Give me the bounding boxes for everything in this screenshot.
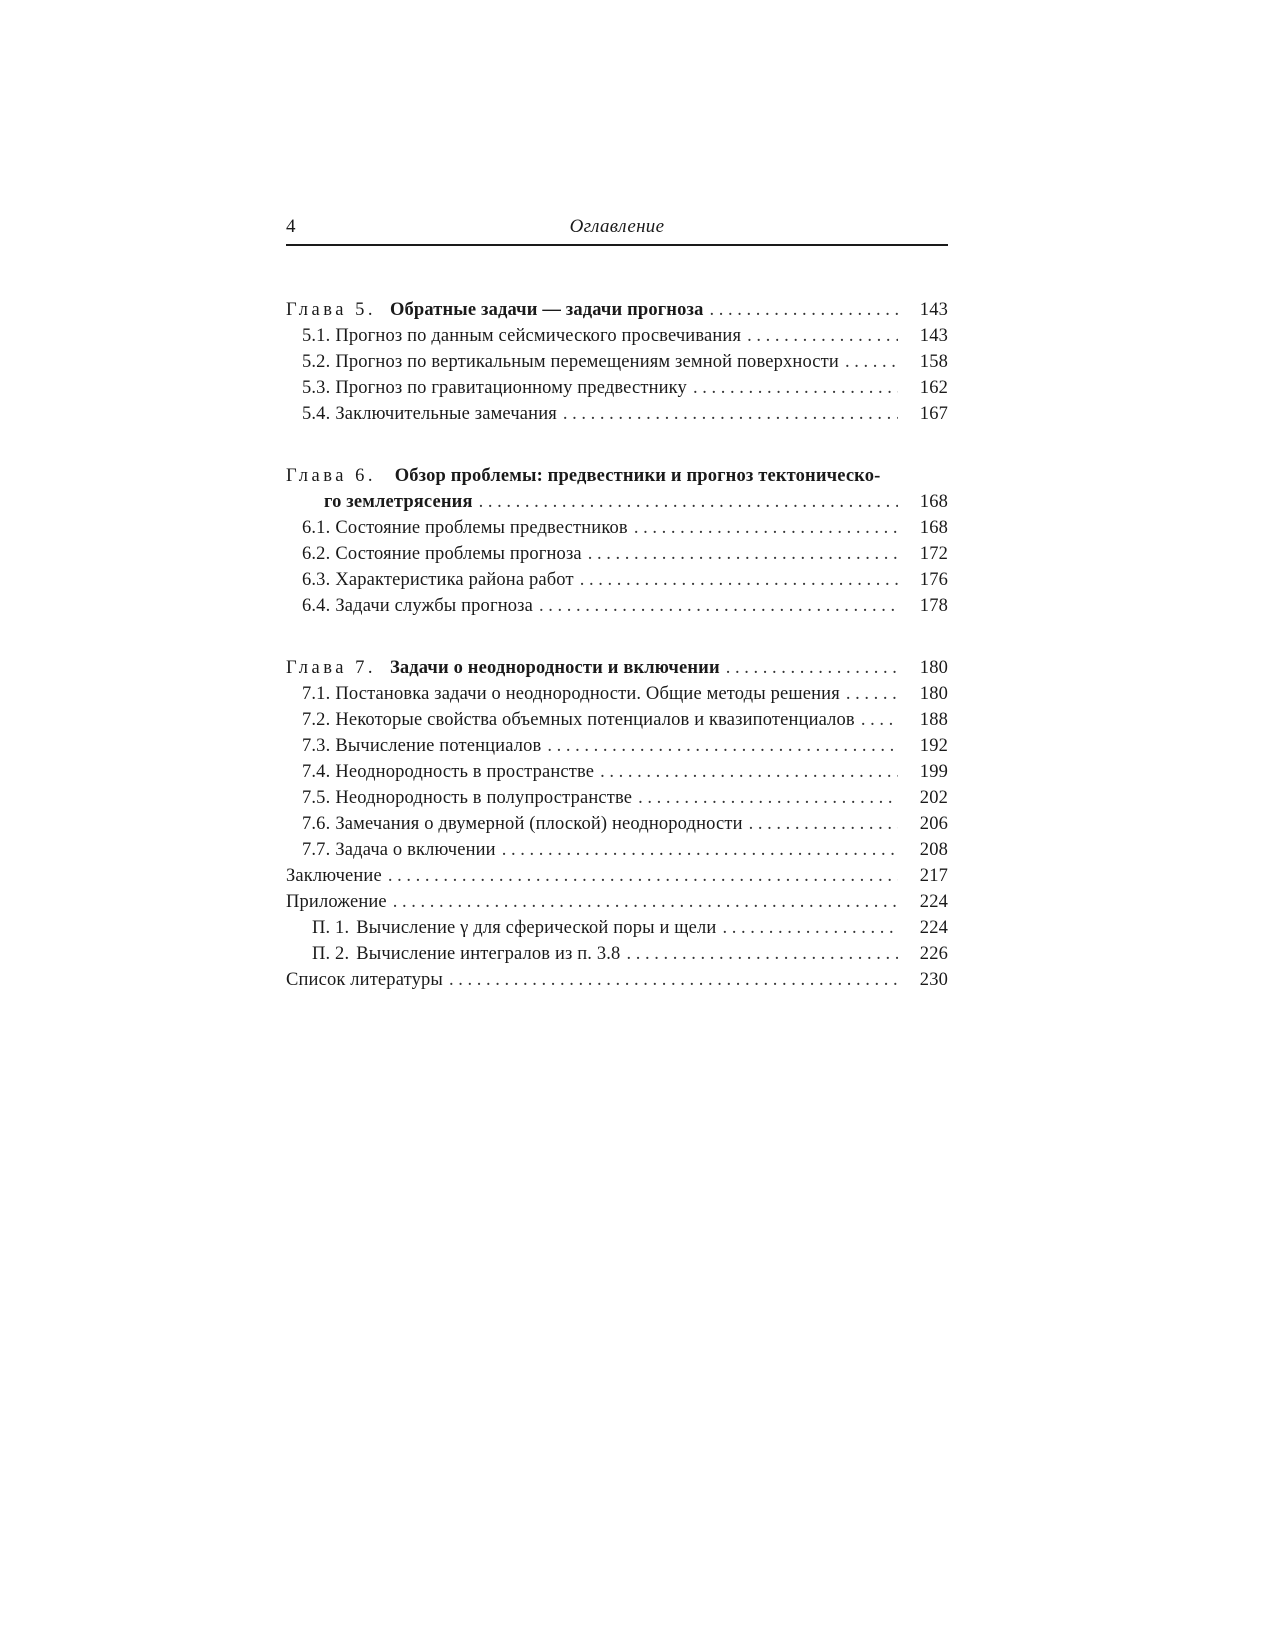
page-ref: 180: [919, 658, 948, 678]
dot-leader: [588, 541, 898, 567]
entry-title: Приложение: [286, 892, 387, 912]
page-ref: 172: [919, 544, 948, 564]
page-ref: 167: [919, 404, 948, 424]
page-ref: 143: [919, 300, 948, 320]
section-number: 7.2.: [302, 710, 331, 730]
section-title: Прогноз по вертикальным перемещениям земной поверхности: [335, 352, 839, 372]
section-title: Постановка задачи о неоднородности. Общие методы решения: [335, 684, 840, 704]
chapter-label: Глава 7.: [286, 658, 376, 678]
running-header: [286, 216, 948, 246]
section-title: Состояние проблемы прогноза: [335, 544, 582, 564]
dot-leader: [449, 967, 898, 993]
section-title: Состояние проблемы предвестников: [335, 518, 628, 538]
toc-appendix-item-2[interactable]: [286, 941, 948, 967]
toc-section-7-2[interactable]: [286, 707, 948, 733]
toc-section-5-3[interactable]: [286, 375, 948, 401]
dot-leader: [845, 349, 898, 375]
page-ref: 176: [919, 570, 948, 590]
page-ref: 226: [919, 944, 948, 964]
page-ref: 162: [919, 378, 948, 398]
dot-leader: [638, 785, 898, 811]
chapter-label: Глава 6.: [286, 466, 376, 486]
page-ref: 199: [919, 762, 948, 782]
toc-references[interactable]: [286, 967, 948, 993]
dot-leader: [634, 515, 898, 541]
section-number: 5.3.: [302, 378, 331, 398]
toc-appendix-item-1[interactable]: [286, 915, 948, 941]
dot-leader: [710, 297, 899, 323]
page-ref: 188: [919, 710, 948, 730]
chapter-title: Задачи о неоднородности и включении: [389, 658, 720, 678]
dot-leader: [749, 811, 898, 837]
entry-title: Заключение: [286, 866, 382, 886]
section-title: Прогноз по данным сейсмического просвечивания: [335, 326, 742, 346]
section-number: 5.4.: [302, 404, 331, 424]
dot-leader: [539, 593, 898, 619]
section-title: Некоторые свойства объемных потенциалов и квазипотенциалов: [335, 710, 855, 730]
appendix-title: Вычисление γ для сферической поры и щели: [356, 918, 717, 938]
dot-leader: [747, 323, 898, 349]
section-title: Задача о включении: [335, 840, 496, 860]
page-number: 4: [286, 216, 296, 237]
section-title: Неоднородность в пространстве: [335, 762, 595, 782]
page-ref: 202: [919, 788, 948, 808]
toc-section-7-3[interactable]: [286, 733, 948, 759]
section-number: 6.1.: [302, 518, 331, 538]
running-header-title: Оглавление: [569, 216, 665, 237]
toc-section-6-3[interactable]: [286, 567, 948, 593]
page-ref: 230: [919, 970, 948, 990]
section-title: Прогноз по гравитационному предвестнику: [335, 378, 687, 398]
toc-section-6-4[interactable]: [286, 593, 948, 619]
toc-conclusion[interactable]: [286, 863, 948, 889]
dot-leader: [502, 837, 898, 863]
section-number: 7.1.: [302, 684, 331, 704]
dot-leader: [722, 915, 898, 941]
page-ref: 217: [919, 866, 948, 886]
toc-section-7-6[interactable]: [286, 811, 948, 837]
chapter-title-line1: Обзор проблемы: предвестники и прогноз тектоническо-: [394, 466, 881, 486]
dot-leader: [479, 489, 898, 515]
section-title: Вычисление потенциалов: [335, 736, 542, 756]
dot-leader: [547, 733, 898, 759]
toc-appendix[interactable]: [286, 889, 948, 915]
page-ref: 192: [919, 736, 948, 756]
toc-section-5-1[interactable]: [286, 323, 948, 349]
dot-leader: [626, 941, 898, 967]
dot-leader: [693, 375, 898, 401]
page-ref: 143: [919, 326, 948, 346]
section-title: Заключительные замечания: [335, 404, 557, 424]
toc-section-7-1[interactable]: [286, 681, 948, 707]
toc-section-5-4[interactable]: [286, 401, 948, 427]
toc-chapter-6-line1[interactable]: [286, 463, 948, 489]
appendix-title: Вычисление интегралов из п. 3.8: [356, 944, 621, 964]
section-number: 6.3.: [302, 570, 331, 590]
page-ref: 224: [919, 892, 948, 912]
page-ref: 180: [919, 684, 948, 704]
page-ref: 168: [919, 518, 948, 538]
dot-leader: [846, 681, 898, 707]
table-of-contents: [286, 297, 948, 993]
section-title: Задачи службы прогноза: [335, 596, 533, 616]
appendix-number: П. 2.: [312, 944, 350, 964]
section-number: 6.4.: [302, 596, 331, 616]
page-ref: 168: [919, 492, 948, 512]
toc-section-5-2[interactable]: [286, 349, 948, 375]
toc-chapter-7[interactable]: [286, 655, 948, 681]
dot-leader: [563, 401, 898, 427]
toc-chapter-5[interactable]: [286, 297, 948, 323]
page-ref: 208: [919, 840, 948, 860]
section-number: 5.2.: [302, 352, 331, 372]
toc-section-7-5[interactable]: [286, 785, 948, 811]
chapter-title: Обратные задачи — задачи прогноза: [389, 300, 704, 320]
section-number: 7.5.: [302, 788, 331, 808]
dot-leader: [388, 863, 898, 889]
entry-title: Список литературы: [286, 970, 443, 990]
page-ref: 206: [919, 814, 948, 834]
chapter-label: Глава 5.: [286, 300, 376, 320]
page-ref: 178: [919, 596, 948, 616]
toc-section-6-2[interactable]: [286, 541, 948, 567]
appendix-number: П. 1.: [312, 918, 350, 938]
section-number: 7.4.: [302, 762, 331, 782]
section-number: 7.6.: [302, 814, 331, 834]
section-number: 7.7.: [302, 840, 331, 860]
dot-leader: [580, 567, 898, 593]
section-number: 7.3.: [302, 736, 331, 756]
section-title: Характеристика района работ: [335, 570, 574, 590]
toc-section-7-7[interactable]: [286, 837, 948, 863]
section-title: Замечания о двумерной (плоской) неоднородности: [335, 814, 743, 834]
dot-leader: [726, 655, 898, 681]
page-ref: 224: [919, 918, 948, 938]
dot-leader: [600, 759, 898, 785]
dot-leader: [861, 707, 898, 733]
chapter-title-line2: го землетрясения: [324, 492, 473, 512]
section-title: Неоднородность в полупространстве: [335, 788, 633, 808]
section-number: 6.2.: [302, 544, 331, 564]
page-ref: 158: [919, 352, 948, 372]
toc-chapter-6-line2[interactable]: [286, 489, 948, 515]
toc-section-7-4[interactable]: [286, 759, 948, 785]
section-number: 5.1.: [302, 326, 331, 346]
dot-leader: [393, 889, 898, 915]
toc-section-6-1[interactable]: [286, 515, 948, 541]
